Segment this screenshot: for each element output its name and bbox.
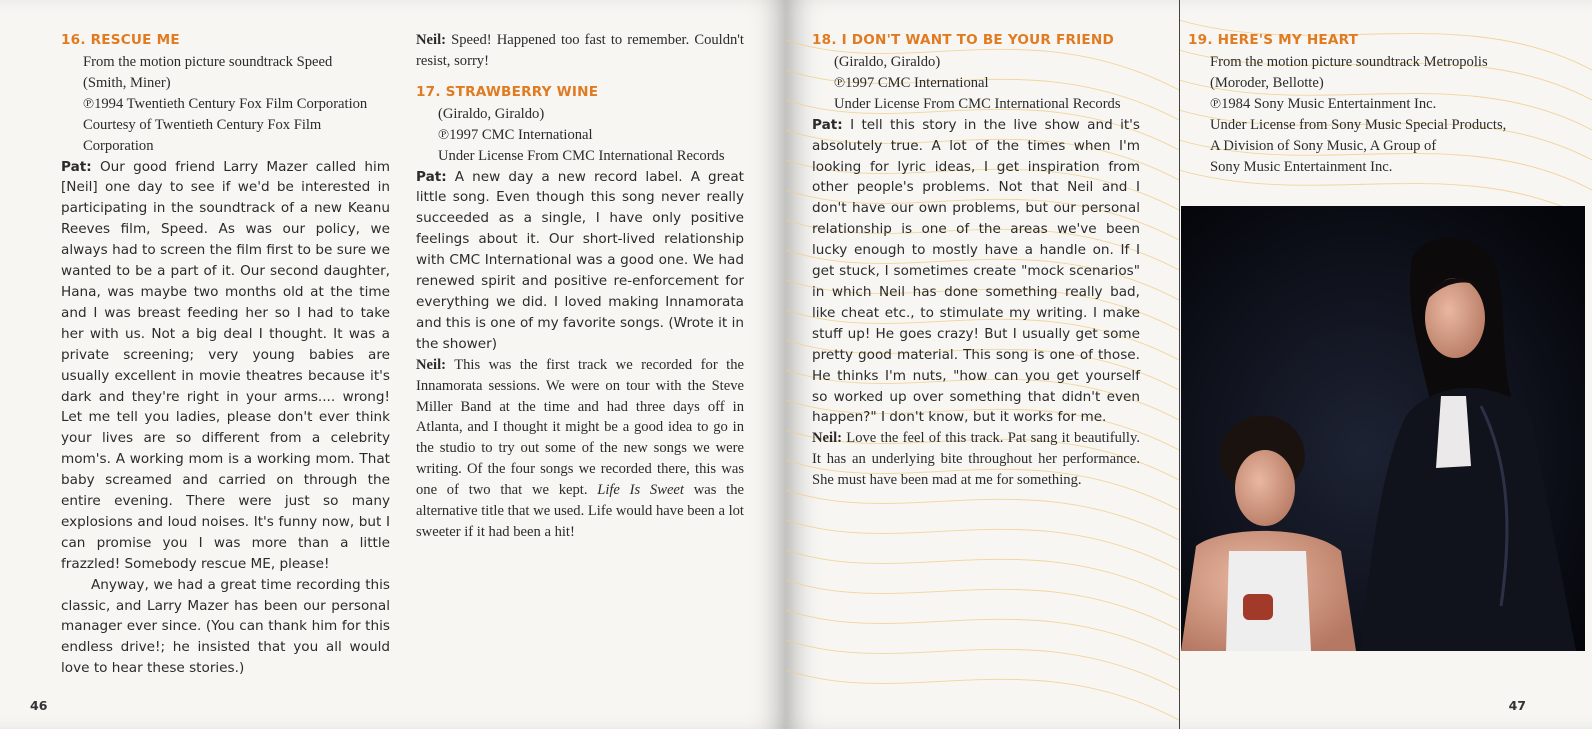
credit-line: (Giraldo, Giraldo) xyxy=(438,105,545,122)
commentary-text: Speed! Happened too fast to remember. Couldn't resist, sorry! xyxy=(416,32,744,69)
alternative-title: Life Is Sweet xyxy=(597,482,684,499)
commentary-text: Love the feel of this track. Pat sang it beautifully. It has an underlying bite throughout her performance. She must have been mad at me for something. xyxy=(812,430,1140,489)
commentary-text: This was the first track we recorded for the Innamorata sessions. We were on tour with the Steve Miller Band at the time and had three days off in Atlanta, and I thought it might be a good idea to go in the studio to try out some of the new songs we were writing. Of the four songs we recorded there, this was one of two that we kept. xyxy=(416,356,744,499)
speaker-label: Neil: xyxy=(416,356,446,373)
neil-commentary xyxy=(416,355,744,543)
column-divider xyxy=(1179,0,1180,729)
speaker-label: Neil: xyxy=(812,430,842,447)
credit-line: Under License from Sony Music Special Products, xyxy=(1210,116,1507,133)
right-column-2 xyxy=(1188,30,1568,177)
neil-commentary xyxy=(812,428,1140,491)
left-column-2 xyxy=(416,30,744,543)
song-heading-heres-my-heart: 19. HERE'S MY HEART xyxy=(1188,32,1359,48)
commentary-text: was the alternative title that we used. Life would have been a lot sweeter if it had been a hit! xyxy=(416,482,744,540)
credit-line: (Moroder, Bellotte) xyxy=(1210,74,1324,91)
credit-line: (Giraldo, Giraldo) xyxy=(834,54,941,70)
neil-comment-rescue-me xyxy=(416,30,744,72)
pat-commentary-continued: Anyway, we had a great time recording this classic, and Larry Mazer has been our personal manager ever since. (You can thank him for this endless drive!; he insisted that you all would love to hear these stories.) xyxy=(61,576,390,677)
commentary-text: A new day a new record label. A great little song. Even though this song never really succeeded as a single, I have only positive feelings about it. Our short-lived relationship with CMC International was a good one. We had renewed spirit and positive re-enforcement for everything we did. I loved making Innamorata and this is one of my favorite songs. (Wrote it in the shower) xyxy=(416,168,744,352)
commentary-text: I tell this story in the live show and it's absolutely true. A lot of the times when I'm looking for lyric ideas, I get inspiration from other people's problems. Not that Neil and I don't have our own problems, but our personal relationship is one of the areas we've been lucky enough to mostly have a handle on. If I get stuck, I sometimes create "mock scenarios" in which Neil has done something really bad, like cheat etc., to stimulate my writing. I make stuff up! He goes crazy! But I usually get some pretty good material. This song is one of those. He thinks I'm nuts, "how can you get yourself so worked up over something that didn't even happen?" I don't know, but it works for me. xyxy=(812,116,1140,426)
credit-line: (Smith, Miner) xyxy=(83,74,171,91)
band-photo xyxy=(1181,206,1585,651)
song-heading-i-dont-want-to-be-your-friend: 18. I DON'T WANT TO BE YOUR FRIEND xyxy=(812,32,1114,48)
credit-line: ℗1984 Sony Music Entertainment Inc. xyxy=(1210,95,1437,112)
speaker-label: Neil: xyxy=(416,32,446,48)
pat-commentary xyxy=(416,167,744,355)
left-column-1 xyxy=(61,30,390,679)
page-number: 46 xyxy=(30,698,48,713)
credit-line: Under License From CMC International Records xyxy=(834,95,1121,112)
commentary-text: Our good friend Larry Mazer called him [Neil] one day to see if we'd be interested in participating in the soundtrack of a new Keanu Reeves film, Speed. As was our policy, we always had to screen the film first to be sure we wanted to be a part of it. Our second daughter, Hana, was maybe two months old at the time and I was breast feeding her so I had to take her with us. Not a big deal I thought. It was a private screening; very young babies are usually excellent in movie theatres because it's dark and they're right in your arms.... wrong! Let me tell you ladies, please don't ever think your lives are so different from a celebrity mom's. A working mom is a working mom. That baby screamed and carried on through the entire evening. There were just so many explosions and loud noises. It's funny now, but I can promise you I was more than a little frazzled! Somebody rescue ME, please! xyxy=(61,158,390,572)
credit-line: From the motion picture soundtrack Metropolis xyxy=(1210,54,1488,70)
speaker-label: Pat: xyxy=(812,116,843,133)
credit-line: ℗1997 CMC International xyxy=(438,126,593,143)
song-heading-strawberry-wine: 17. STRAWBERRY WINE xyxy=(416,83,599,100)
credit-line: Courtesy of Twentieth Century Fox Film Corporation xyxy=(83,116,322,154)
credit-line: A Division of Sony Music, A Group of xyxy=(1210,137,1437,154)
right-column-1 xyxy=(812,30,1140,491)
left-page xyxy=(0,0,786,729)
photo-illustration xyxy=(1181,206,1585,651)
page-number: 47 xyxy=(1508,698,1526,713)
credit-line: From the motion picture soundtrack Speed xyxy=(83,54,333,70)
credit-line: Under License From CMC International Records xyxy=(438,147,725,164)
credit-line: Sony Music Entertainment Inc. xyxy=(1210,158,1393,175)
speaker-label: Pat: xyxy=(61,158,92,175)
credit-line: ℗1997 CMC International xyxy=(834,74,989,91)
pat-commentary xyxy=(61,157,390,575)
speaker-label: Pat: xyxy=(416,168,447,185)
pat-commentary xyxy=(812,115,1140,429)
credit-line: ℗1994 Twentieth Century Fox Film Corporation xyxy=(83,95,368,112)
song-heading-rescue-me: 16. RESCUE ME xyxy=(61,32,180,48)
